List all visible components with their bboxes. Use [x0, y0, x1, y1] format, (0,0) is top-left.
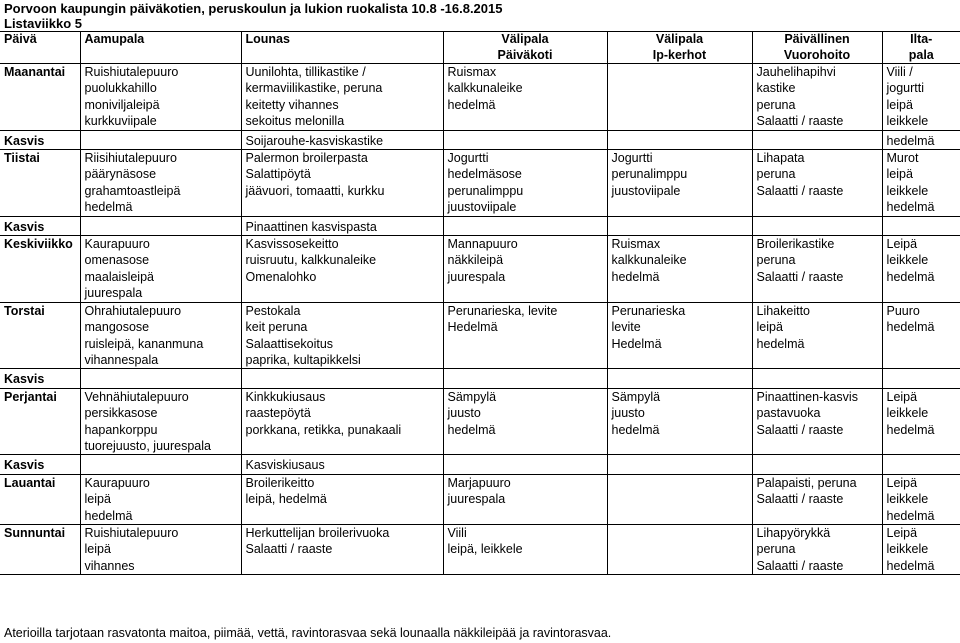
lounas-item: porkkana, retikka, punakaali [245, 422, 402, 437]
aamupala-item: puolukkahillo [84, 81, 157, 96]
header-item: Ip-kerhot [652, 47, 707, 62]
lounas-item: sekoitus melonilla [245, 114, 345, 129]
column-header [607, 32, 752, 64]
vegetarian-label: Kasvis [0, 371, 80, 388]
meal-cell-paivallinen [752, 64, 882, 131]
meal-cell-iltapala [882, 236, 960, 303]
header-item: Lounas [245, 32, 290, 46]
aamupala-item: Vehnähiutalepuuro [84, 389, 189, 404]
valipala-paivakoti-item: Hedelmä [447, 320, 498, 335]
paivallinen-item: Pinaattinen-kasvis [756, 389, 858, 404]
aamupala-item: Ohrahiutalepuuro [84, 303, 182, 318]
valipala-paivakoti-item: leipä, leikkele [447, 542, 523, 557]
header-item: Välipala [501, 32, 549, 46]
iltapala-item: leikkele [886, 542, 929, 557]
meal-cell-iltapala [882, 64, 960, 131]
paivallinen-item: Broilerikastike [756, 237, 835, 252]
meal-cell-paivallinen [752, 302, 882, 369]
meal-cell-valipala-paivakoti [443, 150, 607, 217]
lounas-item: Salaatti / raaste [245, 542, 333, 557]
aamupala-item: ruisleipä, kananmuna [84, 336, 204, 351]
week-label: Listaviikko 5 [4, 16, 83, 31]
aamupala-item: Ruishiutalepuuro [84, 525, 179, 540]
page-title: Porvoon kaupungin päiväkotien, peruskoulun ja lukion ruokalista 10.8 -16.8.2015 [4, 1, 503, 16]
meal-cell-valipala-ip-kerhot [607, 388, 752, 455]
aamupala-item: persikkasose [84, 406, 158, 421]
meal-cell-aamupala [80, 64, 241, 131]
lounas-item: Palermon broilerpasta [245, 151, 368, 166]
valipala-paivakoti-item: juusto [447, 406, 481, 421]
iltapala-item: Leipä [886, 525, 918, 540]
column-header [882, 32, 960, 64]
valipala-ip-kerhot-item: perunalimppu [611, 167, 688, 182]
paivallinen-item: Salaatti / raaste [756, 492, 844, 507]
meal-cell-aamupala [80, 524, 241, 574]
day-label: Perjantai [0, 388, 80, 455]
lounas-item: keit peruna [245, 320, 308, 335]
vegetarian-lunch: Kasviskiusaus [241, 457, 443, 474]
meal-cell-aamupala [80, 236, 241, 303]
paivallinen-item: pastavuoka [756, 406, 821, 421]
valipala-ip-kerhot-item: kalkkunaleike [611, 253, 687, 268]
meal-cell-valipala-paivakoti [443, 236, 607, 303]
vegetarian-label: Kasvis [0, 457, 80, 474]
paivallinen-item: peruna [756, 167, 796, 182]
column-header [443, 32, 607, 64]
meal-cell-iltapala [882, 150, 960, 217]
valipala-paivakoti-item: juustoviipale [447, 200, 517, 215]
iltapala-item: leikkele [886, 114, 929, 129]
valipala-paivakoti-item: hedelmä [447, 422, 496, 437]
meal-cell-paivallinen [752, 236, 882, 303]
paivallinen-item: Palapaisti, peruna [756, 475, 857, 490]
valipala-paivakoti-item: perunalimppu [447, 183, 524, 198]
day-label: Torstai [0, 302, 80, 369]
meal-cell-valipala-paivakoti [443, 64, 607, 131]
iltapala-item: hedelmä [886, 558, 935, 573]
header-item: Aamupala [84, 32, 145, 46]
iltapala-item: Leipä [886, 389, 918, 404]
aamupala-item: Riisihiutalepuuro [84, 151, 177, 166]
lounas-item: Kasvissosekeitto [245, 237, 339, 252]
aamupala-item: mangosose [84, 320, 150, 335]
lounas-item: Herkuttelijan broilerivuoka [245, 525, 390, 540]
header-item: Ilta- [910, 32, 933, 46]
meal-cell-paivallinen [752, 388, 882, 455]
meal-cell-iltapala [882, 524, 960, 574]
iltapala-item: Leipä [886, 237, 918, 252]
aamupala-item: Ruishiutalepuuro [84, 65, 179, 79]
paivallinen-item: Lihapyörykkä [756, 525, 831, 540]
meal-cell-paivallinen [752, 474, 882, 524]
aamupala-item: Kaurapuuro [84, 475, 150, 490]
lounas-item: raastepöytä [245, 406, 311, 421]
meal-cell-valipala-ip-kerhot [607, 64, 752, 131]
meal-cell-iltapala [882, 302, 960, 369]
valipala-paivakoti-item: kalkkunaleike [447, 81, 523, 96]
paivallinen-item: peruna [756, 542, 796, 557]
valipala-paivakoti-item: näkkileipä [447, 253, 504, 268]
vegetarian-row [0, 457, 960, 474]
valipala-paivakoti-item: Jogurtti [447, 151, 489, 166]
paivallinen-item: Salaatti / raaste [756, 558, 844, 573]
aamupala-item: grahamtoastleipä [84, 183, 181, 198]
lounas-item: paprika, kultapikkelsi [245, 352, 361, 367]
vegetarian-row [0, 371, 960, 388]
lounas-item: Salattipöytä [245, 167, 311, 182]
paivallinen-item: Salaatti / raaste [756, 269, 844, 284]
meal-cell-valipala-paivakoti [443, 524, 607, 574]
lounas-item: Omenalohko [245, 269, 317, 284]
valipala-ip-kerhot-item: Jogurtti [611, 151, 653, 166]
aamupala-item: moniviljaleipä [84, 97, 160, 112]
valipala-paivakoti-item: juurespala [447, 492, 506, 507]
iltapala-item: leikkele [886, 492, 929, 507]
valipala-paivakoti-item: hedelmäsose [447, 167, 522, 182]
iltapala-item: hedelmä [886, 200, 935, 215]
aamupala-item: vihannespala [84, 352, 159, 367]
vegetarian-evening-snack: hedelmä [882, 133, 960, 150]
meal-cell-lounas [241, 64, 443, 131]
lounas-item: Uunilohta, tillikastike / [245, 65, 366, 79]
iltapala-item: hedelmä [886, 422, 935, 437]
vegetarian-lunch [241, 371, 443, 388]
lounas-item: Broilerikeitto [245, 475, 315, 490]
lounas-item: leipä, hedelmä [245, 492, 327, 507]
valipala-ip-kerhot-item: hedelmä [611, 422, 660, 437]
paivallinen-item: Salaatti / raaste [756, 183, 844, 198]
column-header [241, 32, 443, 64]
header-item: Välipala [655, 32, 704, 46]
vegetarian-label: Kasvis [0, 133, 80, 150]
valipala-paivakoti-item: Marjapuuro [447, 475, 511, 490]
column-header [80, 32, 241, 64]
vegetarian-lunch: Pinaattinen kasvispasta [241, 219, 443, 236]
meal-cell-valipala-ip-kerhot [607, 236, 752, 303]
lounas-item: Salaattisekoitus [245, 336, 334, 351]
aamupala-item: omenasose [84, 253, 150, 268]
aamupala-item: Kaurapuuro [84, 237, 150, 252]
lounas-item: kermaviilikastike, peruna [245, 81, 383, 96]
meal-cell-valipala-paivakoti [443, 474, 607, 524]
aamupala-item: maalaisleipä [84, 269, 154, 284]
meal-cell-lounas [241, 474, 443, 524]
iltapala-item: hedelmä [886, 508, 935, 523]
iltapala-item: Leipä [886, 475, 918, 490]
meal-cell-valipala-ip-kerhot [607, 524, 752, 574]
day-row [0, 236, 960, 303]
day-label: Sunnuntai [0, 524, 80, 574]
valipala-ip-kerhot-item: Hedelmä [611, 336, 662, 351]
aamupala-item: päärynäsose [84, 167, 157, 182]
day-label: Maanantai [0, 64, 80, 131]
meal-cell-valipala-ip-kerhot [607, 302, 752, 369]
iltapala-item: leipä [886, 97, 913, 112]
lounas-item: keitetty vihannes [245, 97, 339, 112]
day-row [0, 150, 960, 217]
iltapala-item: hedelmä [886, 269, 935, 284]
meal-cell-valipala-paivakoti [443, 302, 607, 369]
aamupala-item: juurespala [84, 286, 143, 301]
day-label: Tiistai [0, 150, 80, 217]
meal-cell-valipala-ip-kerhot [607, 150, 752, 217]
iltapala-item: Viili / [886, 65, 913, 79]
iltapala-item: leikkele [886, 253, 929, 268]
aamupala-item: leipä [84, 542, 111, 557]
vegetarian-evening-snack [882, 219, 960, 236]
meal-cell-aamupala [80, 150, 241, 217]
paivallinen-item: kastike [756, 81, 796, 96]
paivallinen-item: peruna [756, 253, 796, 268]
day-row [0, 64, 960, 131]
aamupala-item: leipä [84, 492, 111, 507]
day-label: Lauantai [0, 474, 80, 524]
paivallinen-item: leipä [756, 320, 783, 335]
day-label: Keskiviikko [0, 236, 80, 303]
iltapala-item: jogurtti [886, 81, 925, 96]
lounas-item: ruisruutu, kalkkunaleike [245, 253, 377, 268]
header-item: Vuorohoito [783, 47, 851, 62]
paivallinen-item: hedelmä [756, 336, 805, 351]
day-row [0, 474, 960, 524]
valipala-paivakoti-item: Ruismax [447, 65, 497, 79]
meal-cell-valipala-ip-kerhot [607, 474, 752, 524]
vegetarian-lunch: Soijarouhe-kasviskastike [241, 133, 443, 150]
vegetarian-row [0, 133, 960, 150]
paivallinen-item: Jauhelihapihvi [756, 65, 836, 79]
aamupala-item: vihannes [84, 558, 135, 573]
column-header [752, 32, 882, 64]
aamupala-item: hedelmä [84, 200, 133, 215]
vegetarian-evening-snack [882, 371, 960, 388]
iltapala-item: leipä [886, 167, 913, 182]
header-item: Päivä [4, 32, 37, 46]
meal-cell-valipala-paivakoti [443, 388, 607, 455]
vegetarian-label: Kasvis [0, 219, 80, 236]
lounas-item: Kinkkukiusaus [245, 389, 326, 404]
meal-cell-paivallinen [752, 524, 882, 574]
header-item: Päiväkoti [497, 47, 553, 62]
meal-cell-iltapala [882, 474, 960, 524]
day-row [0, 302, 960, 369]
lounas-item: Pestokala [245, 303, 301, 318]
iltapala-item: Murot [886, 151, 919, 166]
valipala-ip-kerhot-item: Ruismax [611, 237, 661, 252]
valipala-paivakoti-item: juurespala [447, 269, 506, 284]
menu-table [0, 31, 960, 575]
iltapala-item: hedelmä [886, 320, 935, 335]
valipala-ip-kerhot-item: juusto [611, 406, 645, 421]
header-item: pala [908, 47, 934, 62]
valipala-paivakoti-item: Mannapuuro [447, 237, 518, 252]
paivallinen-item: Salaatti / raaste [756, 422, 844, 437]
paivallinen-item: Lihapata [756, 151, 805, 166]
iltapala-item: leikkele [886, 183, 929, 198]
meal-cell-aamupala [80, 474, 241, 524]
lounas-item: jäävuori, tomaatti, kurkku [245, 183, 385, 198]
paivallinen-item: peruna [756, 97, 796, 112]
valipala-paivakoti-item: Viili [447, 525, 467, 540]
aamupala-item: hapankorppu [84, 422, 158, 437]
aamupala-item: kurkkuviipale [84, 114, 157, 129]
valipala-ip-kerhot-item: Perunarieska [611, 303, 686, 318]
column-header [0, 32, 80, 64]
valipala-paivakoti-item: Sämpylä [447, 389, 497, 404]
day-row [0, 524, 960, 574]
paivallinen-item: Salaatti / raaste [756, 114, 844, 129]
valipala-paivakoti-item: Perunarieska, levite [447, 303, 558, 318]
iltapala-item: Puuro [886, 303, 920, 318]
valipala-ip-kerhot-item: Sämpylä [611, 389, 661, 404]
valipala-paivakoti-item: hedelmä [447, 97, 496, 112]
iltapala-item: leikkele [886, 406, 929, 421]
meal-cell-lounas [241, 388, 443, 455]
meal-cell-lounas [241, 302, 443, 369]
aamupala-item: hedelmä [84, 508, 133, 523]
vegetarian-row [0, 219, 960, 236]
vegetarian-evening-snack [882, 457, 960, 474]
paivallinen-item: Lihakeitto [756, 303, 811, 318]
meal-cell-paivallinen [752, 150, 882, 217]
header-item: Päivällinen [784, 32, 850, 46]
meal-cell-aamupala [80, 302, 241, 369]
header-row [0, 32, 960, 64]
meal-cell-lounas [241, 236, 443, 303]
footer-note: Aterioilla tarjotaan rasvatonta maitoa, piimää, vettä, ravintorasvaa sekä lounaalla näkkileipää ja ravintorasvaa. [4, 626, 612, 640]
meal-cell-iltapala [882, 388, 960, 455]
meal-cell-lounas [241, 150, 443, 217]
meal-cell-lounas [241, 524, 443, 574]
meal-cell-aamupala [80, 388, 241, 455]
day-row [0, 388, 960, 455]
valipala-ip-kerhot-item: levite [611, 320, 641, 335]
valipala-ip-kerhot-item: hedelmä [611, 269, 660, 284]
aamupala-item: tuorejuusto, juurespala [84, 438, 211, 453]
valipala-ip-kerhot-item: juustoviipale [611, 183, 681, 198]
